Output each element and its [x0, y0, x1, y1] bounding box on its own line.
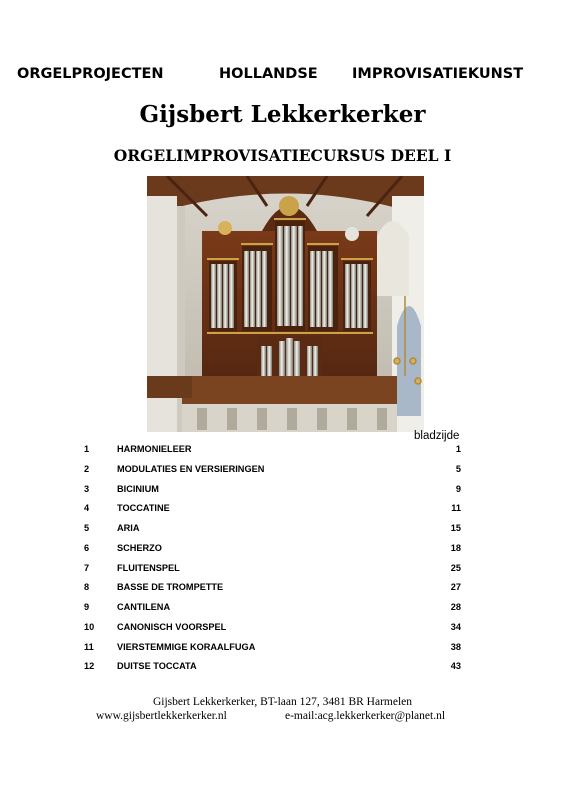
toc-row — [0, 523, 565, 537]
website-link[interactable]: www.gijsbertlekkerkerker.nl — [96, 710, 227, 722]
toc-row — [0, 444, 565, 458]
toc-title: SCHERZO — [117, 542, 162, 553]
toc-row — [0, 582, 565, 596]
toc-page: 11 — [451, 503, 461, 514]
toc-page: 15 — [450, 523, 461, 533]
toc-row — [0, 484, 565, 498]
author-name: Gijsbert Lekkerkerker — [139, 101, 426, 128]
course-title: ORGELIMPROVISATIECURSUS DEEL I — [113, 146, 452, 165]
toc-page: 28 — [450, 602, 461, 612]
organ-illustration — [147, 176, 424, 432]
toc-row — [0, 622, 565, 636]
toc-row — [0, 602, 565, 616]
toc-title: VIERSTEMMIGE KORAALFUGA — [117, 641, 256, 652]
toc-title: MODULATIES EN VERSIERINGEN — [117, 463, 265, 474]
header-left: ORGELPROJECTEN — [17, 66, 164, 82]
toc-title: CANONISCH VOORSPEL — [117, 621, 227, 632]
toc-row — [0, 503, 565, 517]
toc-number: 5 — [84, 523, 90, 533]
toc-number: 7 — [84, 562, 90, 573]
toc-title: CANTILENA — [117, 602, 171, 612]
footer-address: Gijsbert Lekkerkerker, BT-laan 127, 3481 BR Harmelen — [152, 696, 413, 708]
toc-page: 18 — [450, 542, 461, 553]
toc-number: 2 — [84, 463, 90, 474]
toc-page: 9 — [455, 483, 461, 494]
toc-row — [0, 642, 565, 656]
email-link[interactable]: e-mail:acg.lekkerkerker@planet.nl — [285, 710, 446, 722]
header-right: IMPROVISATIEKUNST — [352, 66, 524, 82]
toc-page: 1 — [455, 444, 461, 454]
toc-title: FLUITENSPEL — [117, 562, 180, 573]
toc-title: ARIA — [117, 523, 140, 533]
toc-page: 34 — [450, 621, 461, 632]
toc-page: 5 — [455, 463, 461, 474]
header-middle: HOLLANDSE — [219, 66, 318, 82]
toc-number: 9 — [84, 602, 90, 612]
toc-page: 38 — [450, 641, 461, 652]
toc-title: TOCCATINE — [117, 503, 170, 514]
toc-page: 25 — [450, 562, 461, 573]
toc-title: BICINIUM — [117, 483, 159, 494]
toc-page: 27 — [450, 582, 461, 593]
toc-row — [0, 543, 565, 557]
toc-title: HARMONIELEER — [117, 444, 192, 454]
toc-number: 4 — [84, 503, 90, 514]
organ-photo — [147, 176, 424, 432]
toc-number: 10 — [84, 621, 95, 632]
toc-number: 3 — [84, 483, 90, 494]
toc-title: DUITSE TOCCATA — [117, 661, 197, 672]
toc-number: 11 — [84, 641, 94, 652]
toc-number: 6 — [84, 542, 90, 553]
toc-number: 12 — [84, 661, 95, 672]
page-column-label: bladzijde — [414, 430, 460, 442]
toc-number: 1 — [84, 444, 90, 454]
toc-number: 8 — [84, 582, 90, 593]
toc-row — [0, 661, 565, 675]
toc-page: 43 — [450, 661, 461, 672]
toc-row — [0, 464, 565, 478]
toc-row — [0, 563, 565, 577]
toc-title: BASSE DE TROMPETTE — [117, 582, 224, 593]
